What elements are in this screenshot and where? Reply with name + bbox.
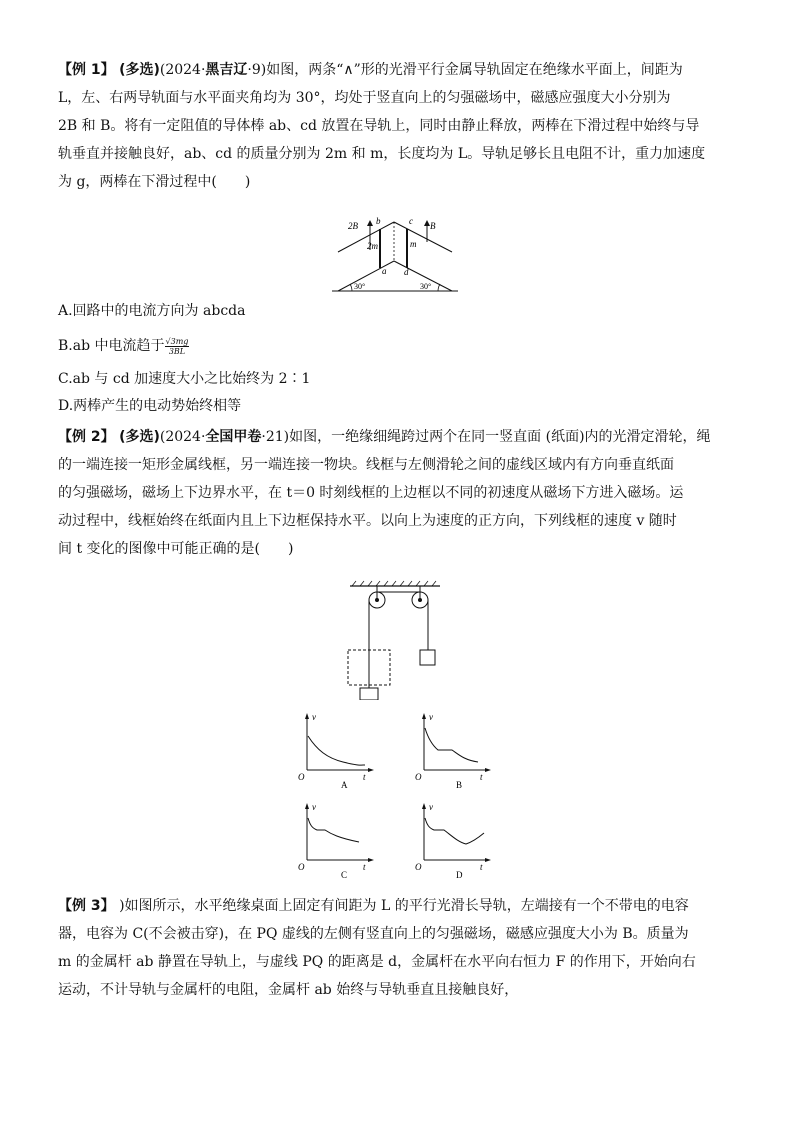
example-2-text (58, 423, 738, 563)
example-3-line-2: 器，电容为 C(不会被击穿)，在 PQ 虚线的左侧有竖直向上的匀强磁场，磁感应强度大小为 B。质量为 (58, 926, 689, 942)
graph-B-t: t (480, 772, 483, 782)
fraction-denominator: 3BL (168, 346, 186, 356)
example-3-line-3: m 的金属杆 ab 静置在导轨上，与虚线 PQ 的距离是 d，金属杆在水平向右恒力 F 的作用下，开始向右 (58, 954, 696, 970)
label-angle-right: 30° (420, 282, 432, 291)
label-b: b (376, 216, 381, 226)
label-c: c (409, 216, 413, 226)
graph-D-origin: O (415, 862, 422, 872)
question-text: 如图，一绝缘细绳跨过两个在同一竖直面 (纸面)内的光滑定滑轮，绳 (289, 429, 711, 445)
example-3-line-4: 运动，不计导轨与金属杆的电阻，金属杆 ab 始终与导轨垂直且接触良好， (58, 982, 519, 998)
example-1-line-5: 为 g，两棒在下滑过程中( ) (58, 174, 251, 190)
example-2-line-4: 动过程中，线框始终在纸面内且上下边框保持水平。以向上为速度的正方向，下列线框的速度 v 随时 (58, 513, 677, 529)
example-3-text (58, 892, 738, 1004)
graph-C (295, 800, 375, 880)
multi-select-tag: (多选) (119, 62, 160, 78)
example-1-tag: 【例 1】 (58, 62, 115, 78)
label-angle-left: 30° (354, 282, 366, 291)
example-1-line-1 (58, 56, 738, 84)
graph-C-origin: O (298, 862, 305, 872)
graph-B-label: B (456, 780, 463, 790)
graph-A-origin: O (298, 772, 305, 782)
option-A: A.回路中的电流方向为 abcda (58, 303, 246, 319)
label-2m: 2m (367, 241, 378, 251)
rail-figure (330, 212, 460, 296)
option-B-prefix: B.ab 中电流趋于 (58, 338, 165, 354)
label-B: B (430, 221, 436, 231)
graph-B (412, 710, 492, 790)
graph-C-t: t (363, 862, 366, 872)
graph-B-v: v (429, 712, 433, 722)
graph-D-curve (425, 818, 484, 844)
example-1-text (58, 56, 738, 196)
example-1-line-4: 轨垂直并接触良好，ab、cd 的质量分别为 2m 和 m，长度均为 L。导轨足够长且电阻不计，重力加速度 (58, 146, 706, 162)
graph-A-v: v (312, 712, 316, 722)
source-open: (2024· (159, 62, 206, 78)
example-1-line-3: 2B 和 B。将有一定阻值的导体棒 ab、cd 放置在导轨上，同时由静止释放，两棒在下滑过程中始终与导 (58, 118, 700, 134)
graph-C-v: v (312, 802, 316, 812)
source-close: ·21) (261, 429, 290, 445)
graph-A-curve (308, 736, 365, 765)
question-text: )如图所示，水平绝缘桌面上固定有间距为 L 的平行光滑长导轨，左端接有一个不带电的电容 (119, 898, 689, 914)
graph-D-v: v (429, 802, 433, 812)
label-a: a (382, 266, 387, 276)
example-2-line-3: 的匀强磁场，磁场上下边界水平，在 t＝0 时刻线框的上边框以不同的初速度从磁场下方进入磁场。运 (58, 485, 684, 501)
wire-loop (360, 688, 378, 700)
graph-A (295, 710, 375, 790)
fraction-numerator: √3mg (165, 336, 189, 346)
example-2-line-2: 的一端连接一矩形金属线框，另一端连接一物块。线框与左侧滑轮之间的虚线区域内有方向垂直纸面 (58, 457, 674, 473)
source-open: (2024· (159, 429, 206, 445)
option-D: D.两棒产生的电动势始终相等 (58, 398, 242, 414)
example-2-line-5: 间 t 变化的图像中可能正确的是( ) (58, 541, 294, 557)
example-1-line-2: L，左、右两导轨面与水平面夹角均为 30°，均处于竖直向上的匀强磁场中，磁感应强度大小分别为 (58, 90, 671, 106)
pulley-figure (340, 580, 450, 700)
example-3-line-1 (58, 892, 738, 920)
graph-D (412, 800, 492, 880)
option-B-fraction (165, 337, 190, 356)
label-d: d (404, 267, 409, 277)
graph-B-origin: O (415, 772, 422, 782)
option-C: C.ab 与 cd 加速度大小之比始终为 2∶1 (58, 371, 311, 387)
question-text: 如图，两条“∧”形的光滑平行金属导轨固定在绝缘水平面上，间距为 (266, 62, 683, 78)
example-2-tag: 【例 2】 (58, 429, 115, 445)
example-3-tag: 【例 3】 (58, 898, 115, 914)
graph-C-curve (308, 818, 359, 842)
label-2B: 2B (348, 221, 358, 231)
graph-D-t: t (480, 862, 483, 872)
option-B (58, 335, 189, 357)
graph-A-label: A (341, 780, 348, 790)
example-2-line-1 (58, 423, 738, 451)
multi-select-tag: (多选) (119, 429, 160, 445)
source-name: 黑吉辽 (205, 62, 248, 78)
graph-B-curve (425, 728, 478, 762)
source-name: 全国甲卷 (205, 429, 262, 445)
label-m: m (410, 239, 417, 249)
graph-C-label: C (341, 870, 348, 880)
graph-A-t: t (363, 772, 366, 782)
hanging-block (420, 650, 435, 665)
graph-D-label: D (456, 870, 463, 880)
source-close: ·9) (247, 62, 267, 78)
